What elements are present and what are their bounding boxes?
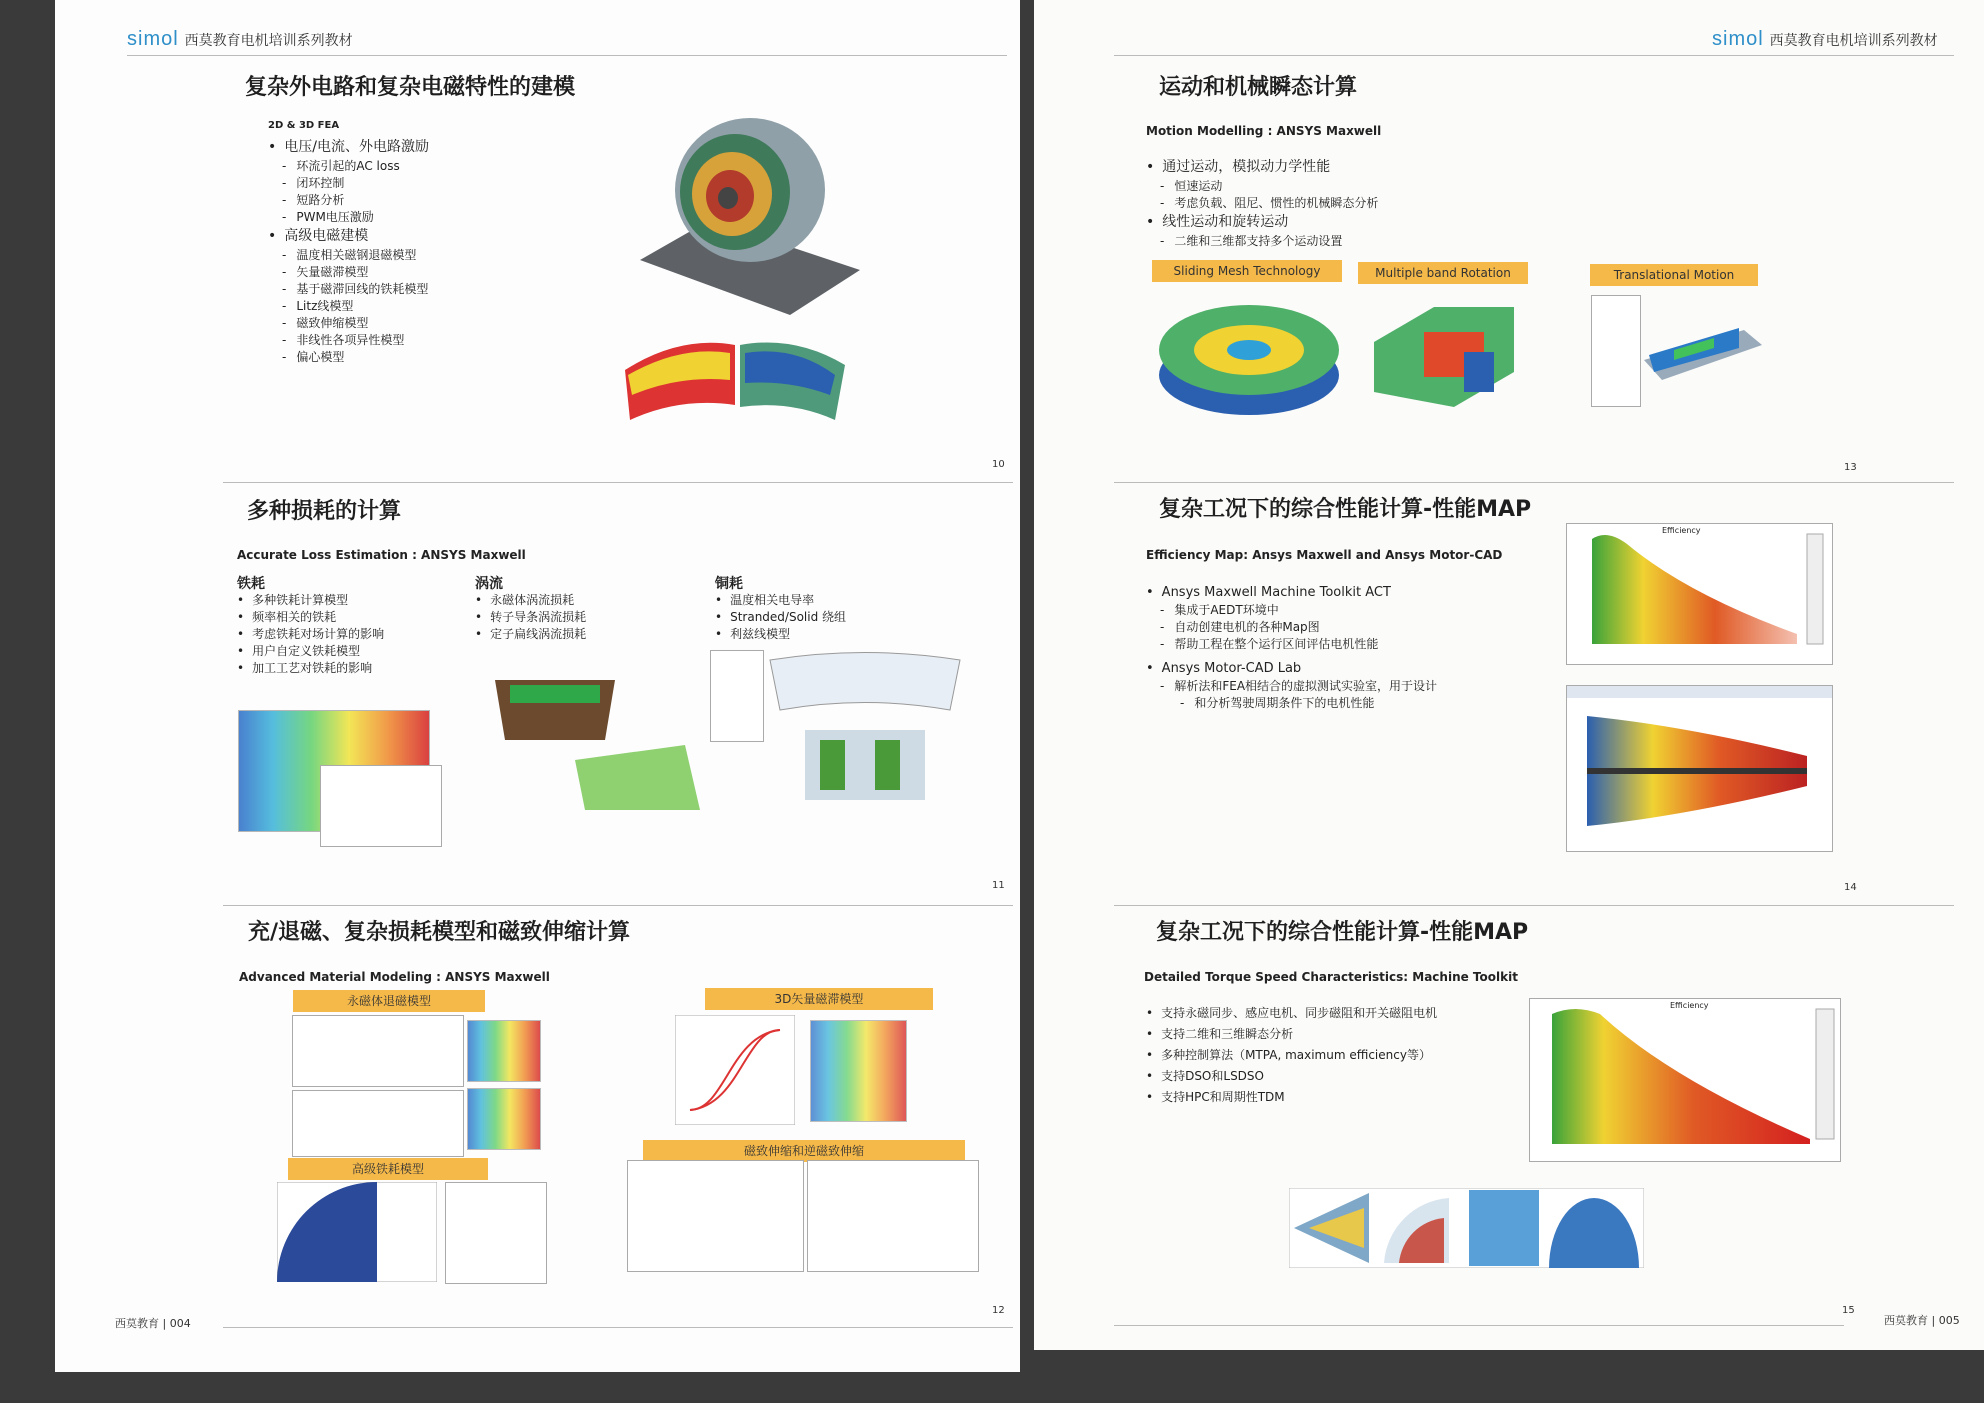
list-item: • 定子扁线涡流损耗 [475,626,586,643]
column-head-eddy: 涡流 [475,576,503,592]
footer-separator: | [162,1317,167,1330]
label-magnetostriction: 磁致伸缩和逆磁致伸缩 [643,1140,965,1162]
list-item: • 转子导条涡流损耗 [475,609,586,626]
section-rule [223,482,1013,483]
demag-field-image [467,1020,541,1082]
sub-item: - 恒速运动 [1146,178,1378,195]
brand-tagline: 西莫教育电机培训系列教材 [184,33,353,49]
section-title: 复杂工况下的综合性能计算-性能MAP [1156,920,1529,945]
list-item: • 温度相关电导率 [715,592,846,609]
footer-left [115,1315,191,1331]
footer-number: 004 [169,1317,191,1330]
sub-item: - 非线性各项异性模型 [268,332,429,349]
sub-item: - 短路分析 [268,192,429,209]
sub-item: - 二维和三维都支持多个运动设置 [1146,233,1378,250]
list-item: • 加工工艺对铁耗的影响 [237,660,384,677]
bullet-item: • 电压/电流、外电路激励 [268,137,429,158]
bullet-item: • 高级电磁建模 [268,226,429,247]
brand-header-right [1712,28,1938,51]
sub-item: - 环流引起的AC loss [268,158,429,175]
motor-3d-model-image [620,110,870,320]
footer-brand: 西莫教育 [115,1317,159,1330]
brand-tagline: 西莫教育电机培训系列教材 [1769,33,1938,49]
motion-legend [1591,295,1641,407]
bullet-item: • 支持HPC和周期性TDM [1146,1087,1437,1108]
demag-curve-plot [292,1015,464,1087]
sub-item: - 矢量磁滞模型 [268,264,429,281]
iron-loss-list [237,592,384,677]
copper-stator-image [765,650,965,805]
simol-logo: simol [127,28,179,50]
magnetostriction-plot-1 [627,1160,804,1272]
section-title: 多种损耗的计算 [247,499,402,524]
label-translational-motion: Translational Motion [1590,264,1758,286]
chart-title: Efficiency [1662,526,1701,535]
section-title: 复杂工况下的综合性能计算-性能MAP [1159,497,1532,522]
translational-motion-image [1644,300,1764,410]
footer-separator: | [1931,1314,1936,1327]
header-rule [127,55,1007,56]
column-head-iron-loss: 铁耗 [237,576,265,592]
copper-list [715,592,846,643]
brand-header-left [127,28,353,51]
eddy-list [475,592,586,643]
sub-item: - 自动创建电机的各种Map图 [1146,619,1437,636]
header-rule [1114,55,1954,56]
footer-number: 005 [1938,1314,1960,1327]
iron-loss-bar-plot [445,1182,547,1284]
demag-field-image-2 [467,1088,541,1150]
section-subtitle: Motion Modelling : ANSYS Maxwell [1146,124,1382,138]
column-head-copper: 铜耗 [715,576,743,592]
list-item: • 多种铁耗计算模型 [237,592,384,609]
simol-logo: simol [1712,28,1764,50]
label-multiple-band: Multiple band Rotation [1358,262,1528,284]
page-number: 14 [1844,882,1857,893]
magnetostriction-plot-2 [807,1160,979,1272]
section-subtitle: Efficiency Map: Ansys Maxwell and Ansys Motor-CAD [1146,548,1503,562]
footer-brand: 西莫教育 [1884,1314,1928,1327]
sub-item: - PWM电压激励 [268,209,429,226]
right-page [1034,0,1984,1350]
motor-cross-sections-image [1289,1188,1644,1268]
list-item: • 永磁体涡流损耗 [475,592,586,609]
section-title: 复杂外电路和复杂电磁特性的建模 [245,75,576,100]
chart-title: Efficiency [1670,1001,1709,1010]
sub-item: - Litz线模型 [268,298,429,315]
sub-item-continued: - 和分析驾驶周期条件下的电机性能 [1146,695,1437,712]
copper-loss-legend [710,650,764,742]
sub-item: - 考虑负载、阻尼、惯性的机械瞬态分析 [1146,195,1378,212]
page-number: 13 [1844,462,1857,473]
loss-spectrum-plot [320,765,442,847]
vector-hysteresis-field-image [810,1020,907,1122]
footer-rule [223,1327,1013,1328]
left-page [55,0,1020,1372]
sub-item: - 帮助工程在整个运行区间评估电机性能 [1146,636,1437,653]
bullet-item: • 多种控制算法（MTPA, maximum efficiency等） [1146,1045,1437,1066]
page-number: 11 [992,880,1005,891]
sub-item: - 偏心模型 [268,349,429,366]
bullet-item: • 支持二维和三维瞬态分析 [1146,1024,1437,1045]
label-demagnetization: 永磁体退磁模型 [293,990,485,1012]
section-rule [1114,482,1954,483]
page-number: 15 [1842,1305,1855,1316]
page-number: 12 [992,1305,1005,1316]
bullet-item: • 支持DSO和LSDSO [1146,1066,1437,1087]
section-rule [1114,905,1954,906]
motor-section-image [620,335,850,430]
bullet-item: • Ansys Motor-CAD Lab [1146,659,1437,678]
section-subtitle: Advanced Material Modeling : ANSYS Maxwell [239,970,550,984]
demag-curve-plot-2 [292,1090,464,1157]
page-number: 10 [992,459,1005,470]
hysteresis-loop-plot [675,1015,795,1125]
bullet-list [1146,157,1378,250]
sliding-mesh-disc-image [1154,290,1344,420]
list-item: • 利兹线模型 [715,626,846,643]
bullet-item: • 支持永磁同步、感应电机、同步磁阻和开关磁阻电机 [1146,1003,1437,1024]
section-subtitle: Accurate Loss Estimation : ANSYS Maxwell [237,548,526,562]
sub-item: - 温度相关磁钢退磁模型 [268,247,429,264]
section-title: 运动和机械瞬态计算 [1159,75,1358,100]
list-item: • 频率相关的铁耗 [237,609,384,626]
sub-item: - 基于磁滞回线的铁耗模型 [268,281,429,298]
list-item: • 考虑铁耗对场计算的影响 [237,626,384,643]
label-iron-loss-model: 高级铁耗模型 [288,1158,488,1180]
eddy-rotor-image [485,660,715,810]
sub-item: - 解析法和FEA相结合的虚拟测试实验室，用于设计 [1146,678,1437,695]
label-sliding-mesh: Sliding Mesh Technology [1152,260,1342,282]
section-subtitle: Detailed Torque Speed Characteristics: Machine Toolkit [1144,970,1518,984]
section-title: 充/退磁、复杂损耗模型和磁致伸缩计算 [248,920,631,945]
efficiency-map-maxwell [1566,523,1833,665]
list-item: • Stranded/Solid 绕组 [715,609,846,626]
iron-loss-stator-image [277,1182,437,1282]
footer-rule [1114,1325,1844,1326]
efficiency-map-motorcad [1566,685,1833,852]
bullet-item: • Ansys Maxwell Machine Toolkit ACT [1146,583,1437,602]
section-rule [223,905,1013,906]
bullet-item: • 通过运动，模拟动力学性能 [1146,157,1378,178]
multiple-band-motor-image [1364,282,1524,422]
label-vector-hysteresis: 3D矢量磁滞模型 [705,988,933,1010]
sub-item: - 集成于AEDT环境中 [1146,602,1437,619]
bullet-list [1146,1003,1437,1108]
torque-speed-efficiency-map [1529,998,1841,1162]
bullet-list [1146,583,1437,712]
footer-right [1884,1312,1960,1328]
section-subtitle: 2D & 3D FEA [268,120,340,131]
sub-item: - 磁致伸缩模型 [268,315,429,332]
list-item: • 用户自定义铁耗模型 [237,643,384,660]
bullet-item: • 线性运动和旋转运动 [1146,212,1378,233]
sub-item: - 闭环控制 [268,175,429,192]
bullet-list [268,137,429,366]
